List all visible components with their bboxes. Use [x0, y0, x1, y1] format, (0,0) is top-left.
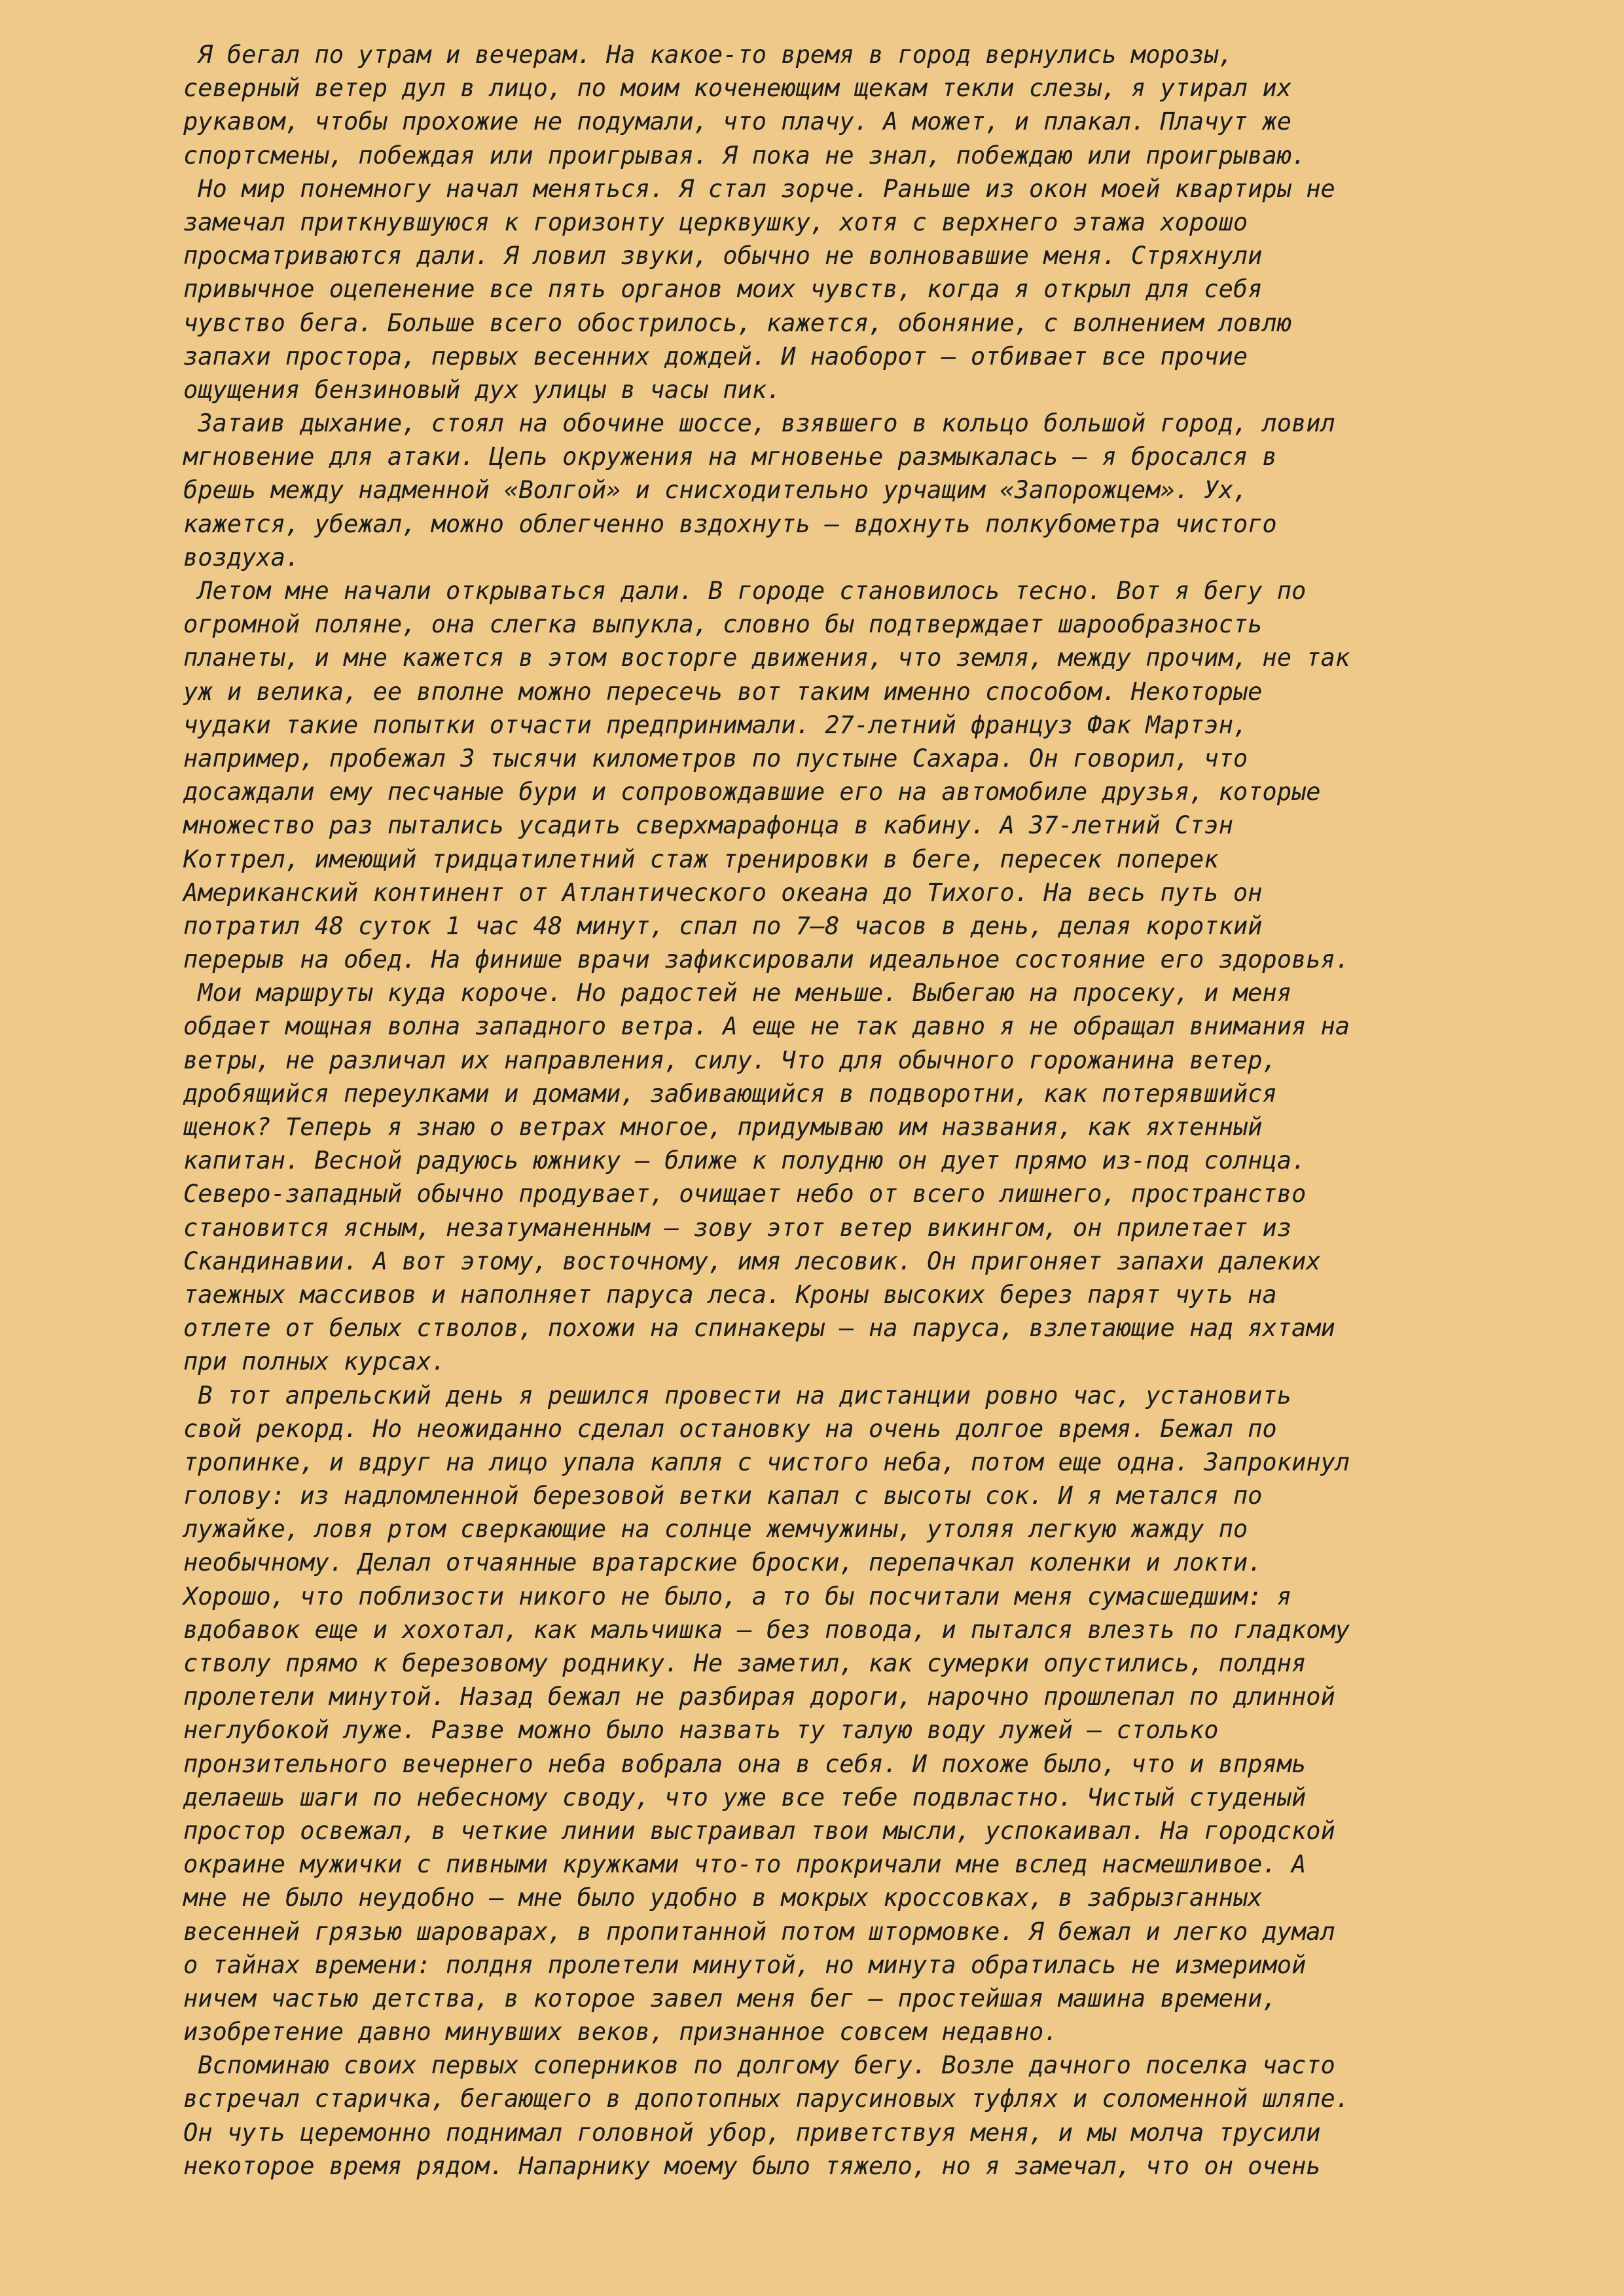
text-line: например, пробежал 3 тысячи километров по пустыне Сахара. Он говорил, что: [183, 744, 1248, 773]
text-line: Хорошо, что поблизости никого не было, а то бы посчитали меня сумасшедшим: я: [183, 1582, 1291, 1611]
text-line: В тот апрельский день я решился провести на дистанции ровно час, установить: [183, 1381, 1291, 1410]
text-line: дробящийся переулками и домами, забивающийся в подворотни, как потерявшийся: [183, 1079, 1277, 1108]
text-line: чудаки такие попытки отчасти предпринимали. 27-летний француз Фак Мартэн,: [183, 710, 1248, 739]
text-line: капитан. Весной радуюсь южнику – ближе к полудню он дует прямо из-под солнца.: [183, 1146, 1307, 1175]
text-line: северный ветер дул в лицо, по моим коченеющим щекам текли слезы, я утирал их: [183, 74, 1291, 103]
text-line: потратил 48 суток 1 час 48 минут, спал по 7–8 часов в день, делая короткий: [183, 911, 1263, 940]
text-line: Коттрел, имеющий тридцатилетний стаж тренировки в беге, пересек поперек: [183, 845, 1219, 873]
text-line: Американский континент от Атлантического океана до Тихого. На весь путь он: [183, 878, 1263, 907]
text-line: Затаив дыхание, стоял на обочине шоссе, взявшего в кольцо большой город, ловил: [183, 409, 1335, 438]
text-line: спортсмены, побеждая или проигрывая. Я пока не знал, побеждаю или проигрываю.: [183, 141, 1307, 170]
text-line: Северо-западный обычно продувает, очищает небо от всего лишнего, пространство: [183, 1180, 1307, 1209]
text-line: просматриваются дали. Я ловил звуки, обычно не волновавшие меня. Стряхнули: [183, 242, 1263, 270]
text-line: необычному. Делал отчаянные вратарские броски, перепачкал коленки и локти.: [183, 1548, 1263, 1577]
text-line: щенок? Теперь я знаю о ветрах многое, придумываю им названия, как яхтенный: [183, 1113, 1263, 1141]
text-line: Но мир понемногу начал меняться. Я стал зорче. Раньше из окон моей квартиры не: [183, 174, 1335, 203]
text-line: запахи простора, первых весенних дождей. И наоборот – отбивает все прочие: [183, 342, 1248, 371]
text-line: неглубокой луже. Разве можно было назвать ту талую воду лужей – столько: [183, 1716, 1219, 1745]
text-line: воздуха.: [183, 543, 300, 572]
text-line: пронзительного вечернего неба вобрала она в себя. И похоже было, что и впрямь: [183, 1749, 1307, 1778]
text-line: планеты, и мне кажется в этом восторге движения, что земля, между прочим, не так: [183, 644, 1350, 672]
text-line: таежных массивов и наполняет паруса леса. Кроны высоких берез парят чуть на: [183, 1280, 1277, 1309]
text-line: лужайке, ловя ртом сверкающие на солнце жемчужины, утоляя легкую жажду по: [183, 1515, 1248, 1544]
text-line: изобретение давно минувших веков, признанное совсем недавно.: [183, 2018, 1058, 2047]
text-line: пролетели минутой. Назад бежал не разбирая дороги, нарочно прошлепал по длинной: [183, 1683, 1335, 1711]
text-line: рукавом, чтобы прохожие не подумали, что плачу. А может, и плакал. Плачут же: [183, 107, 1291, 136]
text-line: окраине мужички с пивными кружками что-то прокричали мне вслед насмешливое. А: [183, 1850, 1307, 1879]
text-line: некоторое время рядом. Напарнику моему было тяжело, но я замечал, что он очень: [183, 2151, 1321, 2180]
document-text: [183, 38, 1578, 2183]
text-line: становится ясным, незатуманенным – зову этот ветер викингом, он прилетает из: [183, 1213, 1291, 1242]
text-line: досаждали ему песчаные бури и сопровождавшие его на автомобиле друзья, которые: [183, 778, 1321, 807]
text-line: Скандинавии. А вот этому, восточному, имя лесовик. Он пригоняет запахи далеких: [183, 1247, 1321, 1275]
text-line: замечал приткнувшуюся к горизонту церквушку, хотя с верхнего этажа хорошо: [183, 208, 1248, 236]
text-line: брешь между надменной «Волгой» и снисходительно урчащим «Запорожцем». Ух,: [183, 476, 1248, 505]
text-line: при полных курсах.: [183, 1347, 446, 1376]
text-line: чувство бега. Больше всего обострилось, кажется, обоняние, с волнением ловлю: [183, 308, 1291, 337]
text-line: привычное оцепенение все пять органов моих чувств, когда я открыл для себя: [183, 275, 1263, 304]
text-line: уж и велика, ее вполне можно пересечь вот таким именно способом. Некоторые: [183, 677, 1263, 706]
text-line: голову: из надломленной березовой ветки капал с высоты сок. И я метался по: [183, 1482, 1263, 1510]
text-line: мгновение для атаки. Цепь окружения на мгновенье размыкалась – я бросался в: [183, 443, 1277, 471]
text-line: тропинке, и вдруг на лицо упала капля с чистого неба, потом еще одна. Запрокинул: [183, 1448, 1350, 1476]
text-line: Я бегал по утрам и вечерам. На какое-то время в город вернулись морозы,: [183, 41, 1233, 69]
text-line: отлете от белых стволов, похожи на спинакеры – на паруса, взлетающие над яхтами: [183, 1314, 1335, 1343]
text-line: обдает мощная волна западного ветра. А еще не так давно я не обращал внимания на: [183, 1012, 1350, 1041]
text-line: ничем частью детства, в которое завел меня бег – простейшая машина времени,: [183, 1984, 1277, 2013]
text-line: делаешь шаги по небесному своду, что уже все тебе подвластно. Чистый студеный: [183, 1783, 1307, 1812]
text-line: стволу прямо к березовому роднику. Не заметил, как сумерки опустились, полдня: [183, 1649, 1307, 1677]
text-line: Вспоминаю своих первых соперников по долгому бегу. Возле дачного поселка часто: [183, 2051, 1335, 2080]
text-line: простор освежал, в четкие линии выстраивал твои мысли, успокаивал. На городской: [183, 1816, 1335, 1845]
text-line: кажется, убежал, можно облегченно вздохнуть – вдохнуть полкубометра чистого: [183, 509, 1277, 538]
text-line: ощущения бензиновый дух улицы в часы пик.: [183, 375, 782, 404]
text-line: огромной поляне, она слегка выпукла, словно бы подтверждает шарообразность: [183, 610, 1263, 639]
text-line: ветры, не различал их направления, силу. Что для обычного горожанина ветер,: [183, 1046, 1277, 1074]
text-line: Он чуть церемонно поднимал головной убор, приветствуя меня, и мы молча трусили: [183, 2118, 1321, 2147]
text-line: свой рекорд. Но неожиданно сделал остановку на очень долгое время. Бежал по: [183, 1414, 1277, 1443]
text-line: весенней грязью шароварах, в пропитанной потом штормовке. Я бежал и легко думал: [183, 1917, 1335, 1946]
text-line: о тайнах времени: полдня пролетели минутой, но минута обратилась не измеримой: [183, 1950, 1307, 1979]
text-line: встречал старичка, бегающего в допотопных парусиновых туфлях и соломенной шляпе.: [183, 2085, 1350, 2113]
text-line: множество раз пытались усадить сверхмарафонца в кабину. А 37-летний Стэн: [183, 811, 1233, 840]
text-line: мне не было неудобно – мне было удобно в мокрых кроссовках, в забрызганных: [183, 1884, 1263, 1912]
text-line: перерыв на обед. На финише врачи зафиксировали идеальное состояние его здоровья.: [183, 945, 1350, 974]
text-line: Летом мне начали открываться дали. В городе становилось тесно. Вот я бегу по: [183, 577, 1307, 605]
text-line: Мои маршруты куда короче. Но радостей не меньше. Выбегаю на просеку, и меня: [183, 979, 1291, 1008]
text-line: вдобавок еще и хохотал, как мальчишка – без повода, и пытался влезть по гладкому: [183, 1615, 1350, 1644]
